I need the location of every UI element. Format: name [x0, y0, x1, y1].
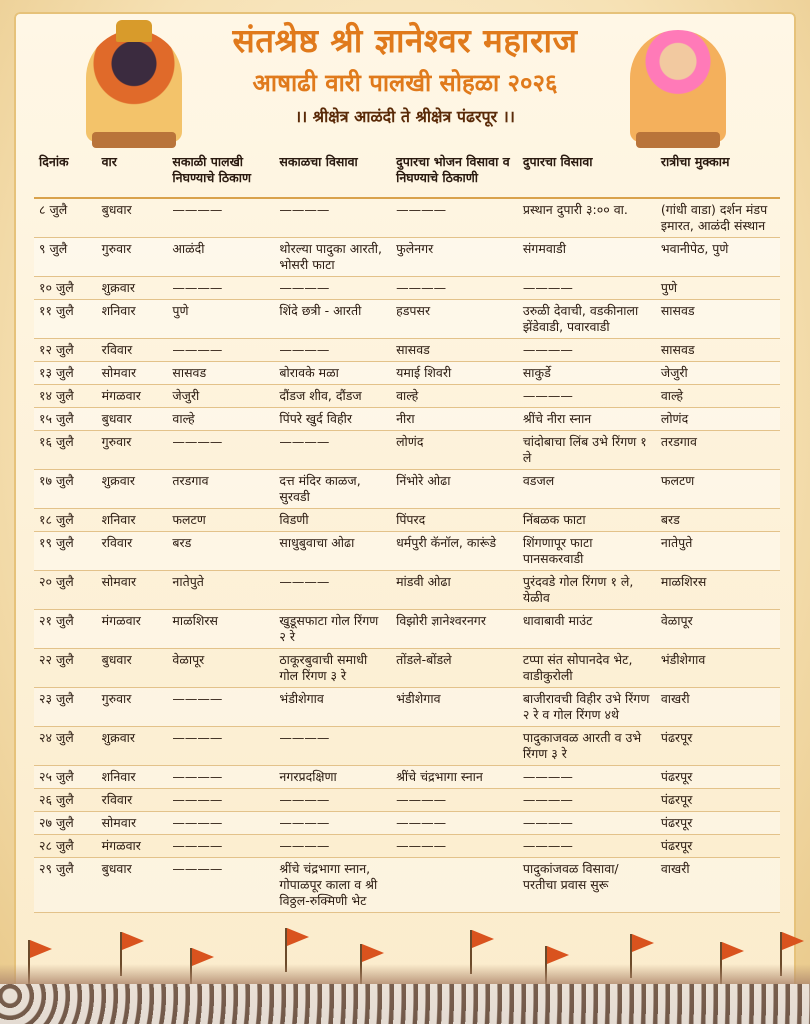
- table-row: [34, 277, 780, 300]
- morning-rest-cell: श्रींचे चंद्रभागा स्नान, गोपाळपूर काला व श्री विठ्ठल-रुक्मिणी भेट: [274, 858, 391, 913]
- morning-start-cell: ————: [167, 858, 274, 913]
- lunch-rest-cell: भंडीशेगाव: [391, 688, 518, 727]
- night-halt-cell: जेजुरी: [656, 362, 780, 385]
- night-halt-cell: माळशिरस: [656, 571, 780, 610]
- seat-icon: [636, 132, 720, 148]
- morning-rest-cell: ————: [274, 339, 391, 362]
- day-cell: बुधवार: [97, 858, 168, 913]
- afternoon-rest-cell: प्रस्थान दुपारी ३:०० वा.: [518, 198, 656, 238]
- afternoon-rest-cell: ————: [518, 789, 656, 812]
- night-halt-cell: भवानीपेठ, पुणे: [656, 238, 780, 277]
- afternoon-rest-cell: उरुळी देवाची, वडकीनाला झेंडेवाडी, पवारवाडी: [518, 300, 656, 339]
- day-cell: सोमवार: [97, 362, 168, 385]
- date-cell: २४ जुलै: [34, 727, 97, 766]
- table-row: [34, 385, 780, 408]
- date-cell: १८ जुलै: [34, 509, 97, 532]
- lunch-rest-cell: विझोरी ज्ञानेश्वरनगर: [391, 610, 518, 649]
- night-halt-cell: पुणे: [656, 277, 780, 300]
- day-cell: गुरुवार: [97, 238, 168, 277]
- morning-start-cell: वाल्हे: [167, 408, 274, 431]
- morning-start-cell: जेजुरी: [167, 385, 274, 408]
- col-date: दिनांक: [34, 149, 97, 198]
- table-row: [34, 470, 780, 509]
- lunch-rest-cell: वाल्हे: [391, 385, 518, 408]
- day-cell: शुक्रवार: [97, 277, 168, 300]
- date-cell: ९ जुलै: [34, 238, 97, 277]
- morning-start-cell: ————: [167, 789, 274, 812]
- lunch-rest-cell: ————: [391, 277, 518, 300]
- table-row: [34, 198, 780, 238]
- morning-start-cell: ————: [167, 277, 274, 300]
- table-row: [34, 766, 780, 789]
- table-row: [34, 408, 780, 431]
- afternoon-rest-cell: ————: [518, 835, 656, 858]
- afternoon-rest-cell: ————: [518, 385, 656, 408]
- table-row: [34, 812, 780, 835]
- pedestal-icon: [92, 132, 176, 148]
- day-cell: रविवार: [97, 339, 168, 362]
- morning-rest-cell: खुडूसफाटा गोल रिंगण २ रे: [274, 610, 391, 649]
- col-morning-rest: सकाळचा विसावा: [274, 149, 391, 198]
- date-cell: २९ जुलै: [34, 858, 97, 913]
- afternoon-rest-cell: वडजल: [518, 470, 656, 509]
- table-row: [34, 835, 780, 858]
- morning-start-cell: ————: [167, 812, 274, 835]
- date-cell: १५ जुलै: [34, 408, 97, 431]
- date-cell: १० जुलै: [34, 277, 97, 300]
- lunch-rest-cell: ————: [391, 789, 518, 812]
- day-cell: गुरुवार: [97, 431, 168, 470]
- lunch-rest-cell: [391, 727, 518, 766]
- afternoon-rest-cell: टप्पा संत सोपानदेव भेट, वाडीकुरोली: [518, 649, 656, 688]
- morning-rest-cell: साधुबुवाचा ओढा: [274, 532, 391, 571]
- date-cell: ८ जुलै: [34, 198, 97, 238]
- morning-rest-cell: ————: [274, 727, 391, 766]
- lunch-rest-cell: ————: [391, 835, 518, 858]
- night-halt-cell: पंढरपूर: [656, 789, 780, 812]
- afternoon-rest-cell: निंबळक फाटा: [518, 509, 656, 532]
- date-cell: १९ जुलै: [34, 532, 97, 571]
- schedule-body: [34, 198, 780, 913]
- morning-start-cell: फलटण: [167, 509, 274, 532]
- night-halt-cell: सासवड: [656, 300, 780, 339]
- afternoon-rest-cell: शिंगणापूर फाटा पानसकरवाडी: [518, 532, 656, 571]
- date-cell: १२ जुलै: [34, 339, 97, 362]
- day-cell: शनिवार: [97, 509, 168, 532]
- night-halt-cell: वाखरी: [656, 858, 780, 913]
- morning-start-cell: पुणे: [167, 300, 274, 339]
- night-halt-cell: (गांधी वाडा) दर्शन मंडप इमारत, आळंदी संस्थान: [656, 198, 780, 238]
- table-row: [34, 610, 780, 649]
- night-halt-cell: पंढरपूर: [656, 727, 780, 766]
- date-cell: २२ जुलै: [34, 649, 97, 688]
- day-cell: रविवार: [97, 532, 168, 571]
- table-row: [34, 339, 780, 362]
- date-cell: २७ जुलै: [34, 812, 97, 835]
- morning-start-cell: बरड: [167, 532, 274, 571]
- morning-rest-cell: भंडीशेगाव: [274, 688, 391, 727]
- day-cell: बुधवार: [97, 198, 168, 238]
- table-header-row: [34, 149, 780, 198]
- afternoon-rest-cell: साकुर्डे: [518, 362, 656, 385]
- morning-start-cell: ————: [167, 431, 274, 470]
- poster-title: संतश्रेष्ठ श्री ज्ञानेश्वर महाराज: [232, 21, 578, 60]
- morning-rest-cell: ————: [274, 835, 391, 858]
- night-halt-cell: सासवड: [656, 339, 780, 362]
- table-row: [34, 858, 780, 913]
- day-cell: बुधवार: [97, 649, 168, 688]
- morning-rest-cell: शिंदे छत्री - आरती: [274, 300, 391, 339]
- afternoon-rest-cell: बाजीरावची विहीर उभे रिंगण २ रे व गोल रिंगण ४थे: [518, 688, 656, 727]
- morning-start-cell: माळशिरस: [167, 610, 274, 649]
- lunch-rest-cell: फुलेनगर: [391, 238, 518, 277]
- afternoon-rest-cell: धावाबावी माउंट: [518, 610, 656, 649]
- morning-rest-cell: ————: [274, 431, 391, 470]
- night-halt-cell: पंढरपूर: [656, 812, 780, 835]
- table-row: [34, 362, 780, 385]
- date-cell: १७ जुलै: [34, 470, 97, 509]
- date-cell: २८ जुलै: [34, 835, 97, 858]
- poster-subtitle: आषाढी वारी पालखी सोहळा २०२६: [252, 69, 558, 97]
- morning-start-cell: नातेपुते: [167, 571, 274, 610]
- day-cell: शुक्रवार: [97, 727, 168, 766]
- morning-rest-cell: ठाकूरबुवाची समाधी गोल रिंगण ३ रे: [274, 649, 391, 688]
- night-halt-cell: बरड: [656, 509, 780, 532]
- morning-rest-cell: ————: [274, 198, 391, 238]
- morning-start-cell: वेळापूर: [167, 649, 274, 688]
- col-day: वार: [97, 149, 168, 198]
- table-row: [34, 649, 780, 688]
- col-lunch-rest: दुपारचा भोजन विसावा व निघण्याचे ठिकाणी: [391, 149, 518, 198]
- night-halt-cell: तरडगाव: [656, 431, 780, 470]
- day-cell: सोमवार: [97, 571, 168, 610]
- day-cell: सोमवार: [97, 812, 168, 835]
- morning-rest-cell: विडणी: [274, 509, 391, 532]
- night-halt-cell: भंडीशेगाव: [656, 649, 780, 688]
- table-row: [34, 727, 780, 766]
- morning-rest-cell: बोरावके मळा: [274, 362, 391, 385]
- lunch-rest-cell: श्रींचे चंद्रभागा स्नान: [391, 766, 518, 789]
- afternoon-rest-cell: पादुकाजवळ आरती व उभे रिंगण ३ रे: [518, 727, 656, 766]
- morning-rest-cell: ————: [274, 571, 391, 610]
- night-halt-cell: वेळापूर: [656, 610, 780, 649]
- lunch-rest-cell: पिंपरद: [391, 509, 518, 532]
- col-morning-start: सकाळी पालखी निघण्याचे ठिकाण: [167, 149, 274, 198]
- morning-start-cell: आळंदी: [167, 238, 274, 277]
- morning-rest-cell: ————: [274, 277, 391, 300]
- morning-rest-cell: पिंपरे खुर्द विहीर: [274, 408, 391, 431]
- morning-start-cell: सासवड: [167, 362, 274, 385]
- afternoon-rest-cell: ————: [518, 339, 656, 362]
- morning-start-cell: ————: [167, 727, 274, 766]
- lunch-rest-cell: मांडवी ओढा: [391, 571, 518, 610]
- table-row: [34, 431, 780, 470]
- afternoon-rest-cell: पुरंदवडे गोल रिंगण १ ले, येळीव: [518, 571, 656, 610]
- table-row: [34, 300, 780, 339]
- morning-start-cell: ————: [167, 688, 274, 727]
- date-cell: २३ जुलै: [34, 688, 97, 727]
- table-row: [34, 571, 780, 610]
- afternoon-rest-cell: संगमवाडी: [518, 238, 656, 277]
- night-halt-cell: फलटण: [656, 470, 780, 509]
- lunch-rest-cell: यमाई शिवरी: [391, 362, 518, 385]
- date-cell: ११ जुलै: [34, 300, 97, 339]
- date-cell: १४ जुलै: [34, 385, 97, 408]
- morning-start-cell: ————: [167, 198, 274, 238]
- night-halt-cell: नातेपुते: [656, 532, 780, 571]
- morning-start-cell: ————: [167, 766, 274, 789]
- route-label: ।। श्रीक्षेत्र आळंदी ते श्रीक्षेत्र पंढरपूर ।।: [295, 107, 515, 126]
- afternoon-rest-cell: पादुकांजवळ विसावा/ परतीचा प्रवास सुरू: [518, 858, 656, 913]
- morning-rest-cell: दत्त मंदिर काळज, सुरवडी: [274, 470, 391, 509]
- date-cell: १३ जुलै: [34, 362, 97, 385]
- lunch-rest-cell: [391, 858, 518, 913]
- lunch-rest-cell: नीरा: [391, 408, 518, 431]
- date-cell: २५ जुलै: [34, 766, 97, 789]
- afternoon-rest-cell: चांदोबाचा लिंब उभे रिंगण १ ले: [518, 431, 656, 470]
- warkari-crowd-with-flags: [0, 918, 810, 1024]
- afternoon-rest-cell: श्रींचे नीरा स्नान: [518, 408, 656, 431]
- day-cell: शुक्रवार: [97, 470, 168, 509]
- morning-rest-cell: नगरप्रदक्षिणा: [274, 766, 391, 789]
- table-row: [34, 509, 780, 532]
- table-row: [34, 532, 780, 571]
- day-cell: शनिवार: [97, 300, 168, 339]
- date-cell: २१ जुलै: [34, 610, 97, 649]
- day-cell: शनिवार: [97, 766, 168, 789]
- morning-rest-cell: दौंडज शीव, दौंडज: [274, 385, 391, 408]
- table-row: [34, 238, 780, 277]
- morning-rest-cell: ————: [274, 812, 391, 835]
- day-cell: गुरुवार: [97, 688, 168, 727]
- night-halt-cell: वाल्हे: [656, 385, 780, 408]
- col-night-halt: रात्रीचा मुक्काम: [656, 149, 780, 198]
- night-halt-cell: पंढरपूर: [656, 835, 780, 858]
- morning-start-cell: ————: [167, 835, 274, 858]
- lunch-rest-cell: सासवड: [391, 339, 518, 362]
- poster-header: [0, 22, 810, 128]
- date-cell: १६ जुलै: [34, 431, 97, 470]
- schedule-table: [34, 149, 780, 913]
- date-cell: २० जुलै: [34, 571, 97, 610]
- day-cell: रविवार: [97, 789, 168, 812]
- day-cell: बुधवार: [97, 408, 168, 431]
- lunch-rest-cell: ————: [391, 198, 518, 238]
- lunch-rest-cell: तोंडले-बोंडले: [391, 649, 518, 688]
- night-halt-cell: लोणंद: [656, 408, 780, 431]
- lunch-rest-cell: हडपसर: [391, 300, 518, 339]
- afternoon-rest-cell: ————: [518, 277, 656, 300]
- date-cell: २६ जुलै: [34, 789, 97, 812]
- night-halt-cell: पंढरपूर: [656, 766, 780, 789]
- night-halt-cell: वाखरी: [656, 688, 780, 727]
- lunch-rest-cell: निंभोरे ओढा: [391, 470, 518, 509]
- lunch-rest-cell: धर्मपुरी कॅनॉल, कारूंडे: [391, 532, 518, 571]
- table-row: [34, 789, 780, 812]
- col-afternoon-rest: दुपारचा विसावा: [518, 149, 656, 198]
- lunch-rest-cell: ————: [391, 812, 518, 835]
- table-row: [34, 688, 780, 727]
- afternoon-rest-cell: ————: [518, 812, 656, 835]
- morning-start-cell: ————: [167, 339, 274, 362]
- day-cell: मंगळवार: [97, 385, 168, 408]
- day-cell: मंगळवार: [97, 835, 168, 858]
- morning-start-cell: तरडगाव: [167, 470, 274, 509]
- morning-rest-cell: ————: [274, 789, 391, 812]
- lunch-rest-cell: लोणंद: [391, 431, 518, 470]
- morning-rest-cell: थोरल्या पादुका आरती, भोसरी फाटा: [274, 238, 391, 277]
- day-cell: मंगळवार: [97, 610, 168, 649]
- afternoon-rest-cell: ————: [518, 766, 656, 789]
